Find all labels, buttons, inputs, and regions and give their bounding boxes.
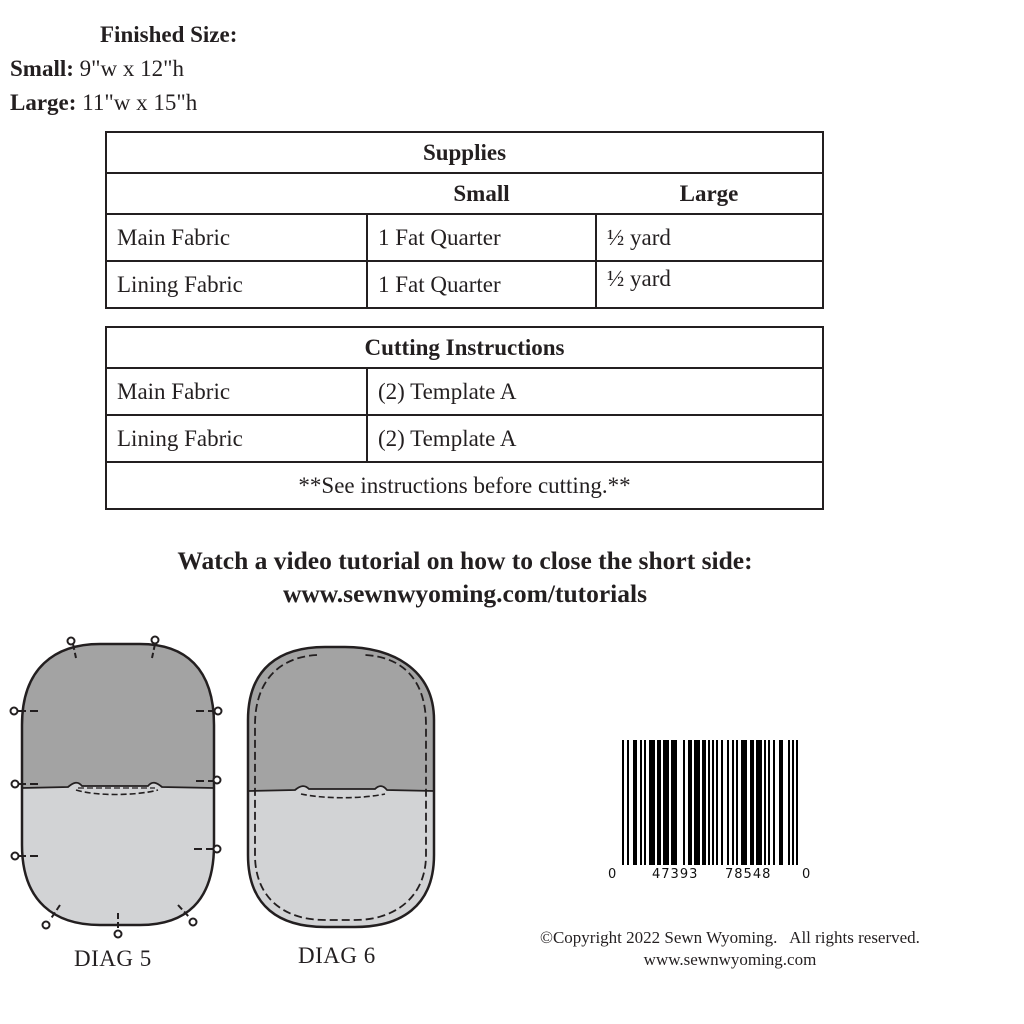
table-row xyxy=(106,415,823,462)
barcode-digits-right: 78548 xyxy=(725,867,772,882)
size-small-value: 9"w x 12"h xyxy=(79,56,185,81)
supplies-large: ½ yard xyxy=(596,261,823,308)
table-row xyxy=(106,214,823,261)
barcode-digits-left: 47393 xyxy=(652,867,699,882)
diagram-5-label: DIAG 5 xyxy=(74,946,152,971)
supplies-col-item xyxy=(106,173,367,214)
cutting-count: (2) Template A xyxy=(367,368,823,415)
supplies-title: Supplies xyxy=(106,132,823,173)
diagram-6 xyxy=(235,635,450,968)
cutting-item: Main Fabric xyxy=(106,368,367,415)
supplies-col-small: Small xyxy=(367,173,596,214)
barcode-digit-lead: 0 xyxy=(608,867,618,882)
supplies-item: Lining Fabric xyxy=(106,261,367,308)
barcode-bars xyxy=(606,740,816,865)
supplies-table xyxy=(105,131,824,309)
copyright-block xyxy=(470,927,990,971)
cutting-count: (2) Template A xyxy=(367,415,823,462)
table-row xyxy=(106,368,823,415)
size-large xyxy=(10,86,197,120)
size-large-label: Large: xyxy=(10,90,77,115)
cutting-instructions-table xyxy=(105,326,824,510)
tutorial-link[interactable]: www.sewnwyoming.com/tutorials xyxy=(282,579,648,608)
barcode-digit-check: 0 xyxy=(802,867,812,882)
tutorial-callout xyxy=(0,544,930,610)
stitched-bag-illustration xyxy=(235,635,450,940)
size-small-label: Small: xyxy=(10,56,74,81)
diagram-6-label: DIAG 6 xyxy=(298,943,376,968)
supplies-col-large: Large xyxy=(596,173,823,214)
website-link[interactable]: www.sewnwyoming.com xyxy=(643,950,817,969)
cutting-item: Lining Fabric xyxy=(106,415,367,462)
tutorial-text: Watch a video tutorial on how to close the short side: xyxy=(177,546,753,575)
pinned-bag-illustration xyxy=(0,630,235,940)
cutting-title: Cutting Instructions xyxy=(106,327,823,368)
table-row xyxy=(106,261,823,308)
diagram-5 xyxy=(0,630,235,971)
size-small xyxy=(10,52,184,86)
supplies-small: 1 Fat Quarter xyxy=(367,214,596,261)
upc-barcode xyxy=(606,740,816,890)
copyright-text: ©Copyright 2022 Sewn Wyoming. All rights reserved. xyxy=(540,928,920,947)
supplies-item: Main Fabric xyxy=(106,214,367,261)
supplies-large: ½ yard xyxy=(596,214,823,261)
size-large-value: 11"w x 15"h xyxy=(82,90,198,115)
supplies-small: 1 Fat Quarter xyxy=(367,261,596,308)
cutting-note: **See instructions before cutting.** xyxy=(106,462,823,509)
finished-size-title: Finished Size: xyxy=(100,22,238,47)
